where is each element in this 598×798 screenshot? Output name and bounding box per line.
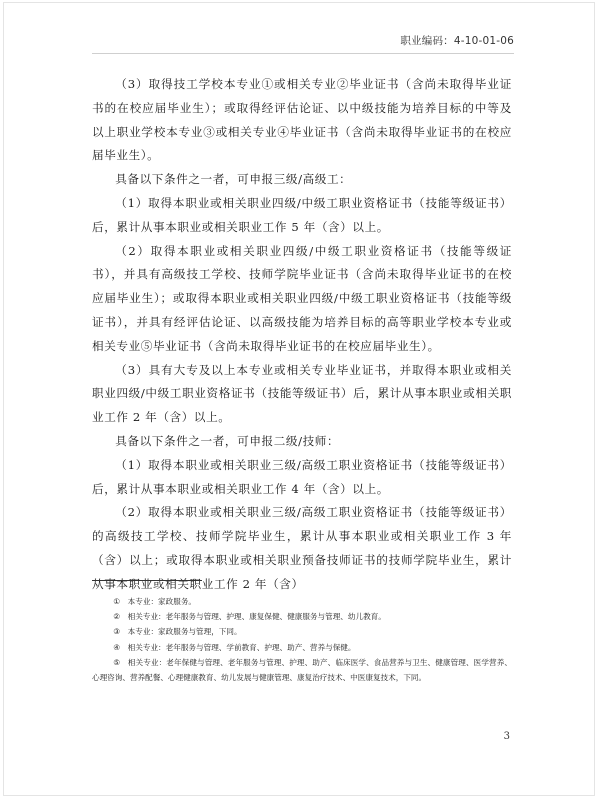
- paragraph: （1）取得本职业或相关职业三级/高级工职业资格证书（技能等级证书）后，累计从事本职业或相关职业工作 4 年（含）以上。: [92, 457, 512, 496]
- footnote: ② 相关专业：老年服务与管理、护理、康复保健、健康服务与管理、幼儿教育。: [113, 612, 386, 622]
- header-rule: [92, 53, 514, 54]
- paragraph: （2）取得本职业或相关职业四级/中级工职业资格证书（技能等级证书），并具有高级技工学校、技师学院毕业证书（含尚未取得毕业证书的在校应届毕业生）；或取得本职业或相关职业四级/中级工职业资格证书（技能等级证书），并具有经评估论证、以高级技能为培养目标的高等职业学校本专业或相关专业⑤毕业证书（含尚未取得毕业证书的在校应届毕业生）。: [92, 243, 512, 353]
- footnote: ④ 相关专业：老年服务与管理、学前教育、护理、助产、营养与保健。: [113, 642, 356, 652]
- paragraph: （2）取得本职业或相关职业三级/高级工职业资格证书（技能等级证书）的高级技工学校、技师学院毕业生，累计从事本职业或相关职业工作 3 年（含）以上；或取得本职业或相关职业预备技师证书的技师学院毕业生，累计从事本职业或相关职业工作 2 年（含）: [92, 505, 512, 591]
- paragraph: 具备以下条件之一者，可申报三级/高级工：: [115, 172, 352, 187]
- footnote: ① 本专业：家政服务。: [113, 597, 197, 606]
- footnote: ③ 本专业：家政服务与管理，下同。: [113, 627, 242, 637]
- footnote: ⑤ 相关专业：老年保健与管理、老年服务与管理、护理、助产、临床医学、食品营养与卫生、健康管理、医学营养、心理咨询、营养配餐、心理健康教育、幼儿发展与健康管理、康复治疗技术、中医康复技术，下同。: [92, 657, 512, 683]
- paragraph: （3）取得技工学校本专业①或相关专业②毕业证书（含尚未取得毕业证书的在校应届毕业生）；或取得经评估论证、以中级技能为培养目标的中等及以上职业学校本专业③或相关专业④毕业证书（含尚未取得毕业证书的在校应届毕业生）。: [92, 77, 512, 163]
- paragraph: （1）取得本职业或相关职业四级/中级工职业资格证书（技能等级证书）后，累计从事本职业或相关职业工作 5 年（含）以上。: [92, 195, 512, 234]
- main-body-text: [92, 73, 512, 597]
- footnote-rule: [92, 580, 202, 581]
- paragraph: 具备以下条件之一者，可申报二级/技师：: [115, 433, 340, 448]
- occupation-code-header: 职业编码：4-10-01-06: [400, 35, 514, 47]
- paragraph: （3）具有大专及以上本专业或相关专业毕业证书，并取得本职业或相关职业四级/中级工职业资格证书（技能等级证书）后，累计从事本职业或相关职业工作 2 年（含）以上。: [92, 362, 512, 425]
- footnotes: [92, 594, 512, 685]
- page-number: 3: [503, 731, 510, 742]
